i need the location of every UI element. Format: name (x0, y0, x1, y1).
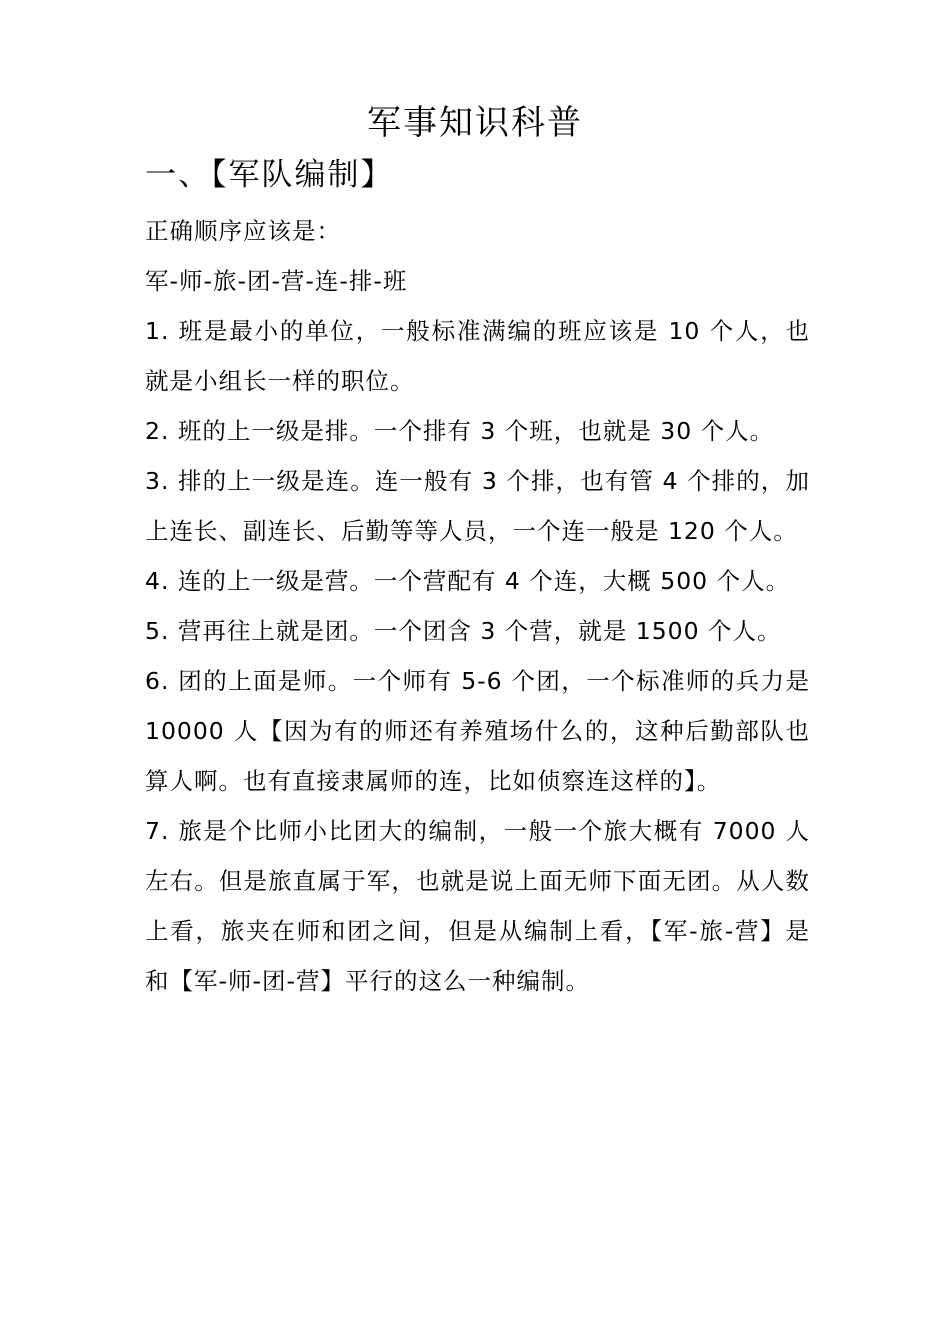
paragraph-item-6: 6. 团的上面是师。一个师有 5-6 个团，一个标准师的兵力是 10000 人【因为有的师还有养殖场什么的，这种后勤部队也算人啊。也有直接隶属师的连，比如侦察连这样的】。 (145, 667, 810, 795)
paragraph-item-4: 4. 连的上一级是营。一个营配有 4 个连，大概 500 个人。 (145, 567, 791, 595)
document-body (145, 206, 810, 1006)
paragraph-order: 军-师-旅-团-营-连-排-班 (145, 267, 408, 295)
paragraph-item-1: 1. 班是最小的单位，一般标准满编的班应该是 10 个人，也就是小组长一样的职位。 (145, 317, 810, 395)
paragraph-item-7: 7. 旅是个比师小比团大的编制，一般一个旅大概有 7000 人左右。但是旅直属于军，也就是说上面无师下面无团。从人数上看，旅夹在师和团之间，但是从编制上看，【军-旅-营】是和【军-师-团-营】平行的这么一种编制。 (145, 817, 810, 995)
paragraph-item-2: 2. 班的上一级是排。一个排有 3 个班，也就是 30 个人。 (145, 417, 775, 445)
page-title: 军事知识科普 (367, 103, 583, 143)
paragraph-item-3: 3. 排的上一级是连。连一般有 3 个排，也有管 4 个排的，加上连长、副连长、后勤等等人员，一个连一般是 120 个人。 (145, 467, 810, 545)
paragraph-intro: 正确顺序应该是： (145, 217, 341, 245)
section-heading: 一、【军队编制】 (145, 157, 394, 193)
paragraph-item-5: 5. 营再往上就是团。一个团含 3 个营，就是 1500 个人。 (145, 617, 782, 645)
